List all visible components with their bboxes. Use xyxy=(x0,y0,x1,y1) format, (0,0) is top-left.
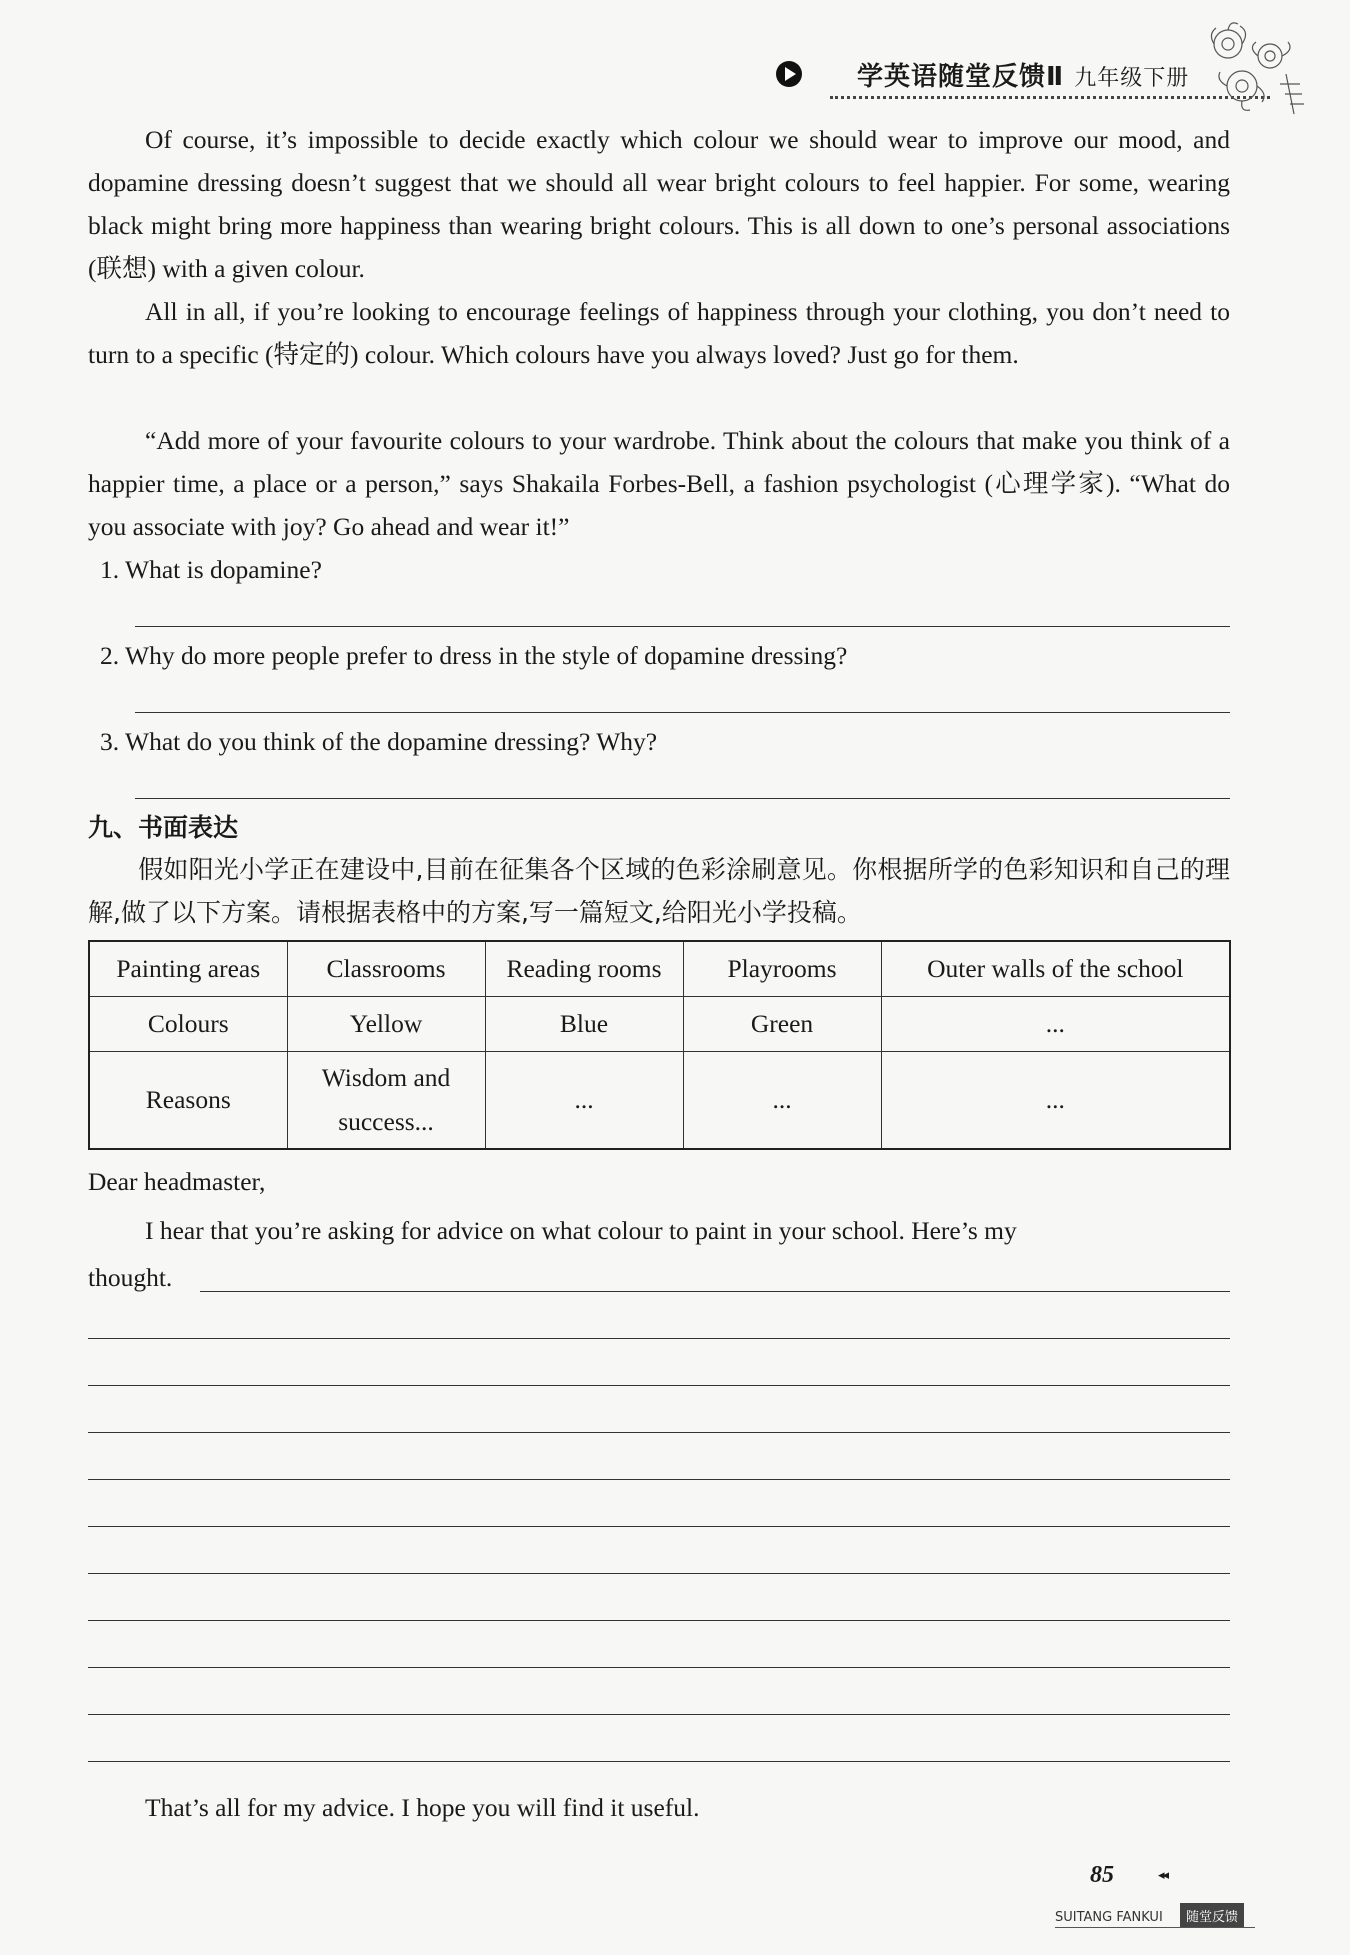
book-grade: 九年级下册 xyxy=(1074,66,1190,91)
writing-line-3[interactable] xyxy=(88,1385,1230,1386)
writing-line-6[interactable] xyxy=(88,1526,1230,1527)
writing-line-5[interactable] xyxy=(88,1479,1230,1480)
cell-colour-reading-rooms: Blue xyxy=(485,997,683,1052)
cell-reason-reading-rooms: ... xyxy=(485,1052,683,1150)
cell-colour-classrooms: Yellow xyxy=(287,997,485,1052)
flower-doodle-icon xyxy=(1190,14,1310,134)
passage-paragraph-1: Of course, it’s impossible to decide exactly which colour we should wear to improve our mood, and dopamine dressing doesn’t suggest that we should all wear bright colours to feel happier. For some, wearing black might bring more happiness than wearing bright colours. This is all down to one’s personal associations (联想) with a given colour. xyxy=(88,125,1230,283)
cell-area-classrooms: Classrooms xyxy=(287,941,485,997)
cell-area-reading-rooms: Reading rooms xyxy=(485,941,683,997)
play-icon xyxy=(775,60,803,88)
question-2: 2. Why do more people prefer to dress in the style of dopamine dressing? xyxy=(100,641,848,670)
table-row-reasons xyxy=(89,1052,1230,1150)
letter-salutation: Dear headmaster, xyxy=(88,1167,266,1196)
letter-opening-line-2: thought. xyxy=(88,1263,173,1292)
section-title: 九、书面表达 xyxy=(88,813,239,842)
cell-colour-outer-walls: ... xyxy=(881,997,1230,1052)
writing-line-11[interactable] xyxy=(88,1761,1230,1762)
answer-line-2[interactable] xyxy=(135,712,1230,713)
writing-line-1[interactable] xyxy=(200,1291,1230,1292)
row-header-colours: Colours xyxy=(89,997,287,1052)
cell-colour-playrooms: Green xyxy=(683,997,881,1052)
cell-area-playrooms: Playrooms xyxy=(683,941,881,997)
page-header xyxy=(775,56,1245,96)
question-1: 1. What is dopamine? xyxy=(100,555,322,584)
cell-area-outer-walls: Outer walls of the school xyxy=(881,941,1230,997)
table-row-colours xyxy=(89,997,1230,1052)
table-row-areas xyxy=(89,941,1230,997)
writing-instruction: 假如阳光小学正在建设中,目前在征集各个区域的色彩涂刷意见。你根据所学的色彩知识和自己的理解,做了以下方案。请根据表格中的方案,写一篇短文,给阳光小学投稿。 xyxy=(88,855,1230,927)
writing-line-2[interactable] xyxy=(88,1338,1230,1339)
footer-brand-badge: 随堂反馈 xyxy=(1180,1903,1244,1928)
writing-line-9[interactable] xyxy=(88,1667,1230,1668)
question-3: 3. What do you think of the dopamine dressing? Why? xyxy=(100,727,658,756)
writing-line-7[interactable] xyxy=(88,1573,1230,1574)
letter-closing: That’s all for my advice. I hope you will find it useful. xyxy=(145,1793,700,1822)
cell-reason-classrooms: Wisdom and success... xyxy=(287,1052,485,1150)
writing-line-10[interactable] xyxy=(88,1714,1230,1715)
answer-line-3[interactable] xyxy=(135,798,1230,799)
letter-opening-line-1: I hear that you’re asking for advice on what colour to paint in your school. Here’s my xyxy=(145,1216,1017,1245)
writing-line-8[interactable] xyxy=(88,1620,1230,1621)
cell-reason-outer-walls: ... xyxy=(881,1052,1230,1150)
row-header-areas: Painting areas xyxy=(89,941,287,997)
cell-reason-playrooms: ... xyxy=(683,1052,881,1150)
book-title: 学英语随堂反馈Ⅱ 九年级下册 xyxy=(857,62,1190,92)
painting-plan-table xyxy=(88,940,1231,1150)
answer-line-1[interactable] xyxy=(135,626,1230,627)
arrows-icon: ◂◂ xyxy=(1158,1868,1168,1883)
footer-brand-en: SUITANG FANKUI xyxy=(1055,1910,1163,1925)
passage-paragraph-3: “Add more of your favourite colours to your wardrobe. Think about the colours that make you think of a happier time, a place or a person,” says Shakaila Forbes-Bell, a fashion psychologist (心理学家). “What do you associate with joy? Go ahead and wear it!” xyxy=(88,426,1230,541)
row-header-reasons: Reasons xyxy=(89,1052,287,1150)
page-number: 85 xyxy=(1090,1862,1114,1888)
writing-line-4[interactable] xyxy=(88,1432,1230,1433)
footer-divider xyxy=(1055,1927,1255,1928)
passage-paragraph-2: All in all, if you’re looking to encourage feelings of happiness through your clothing, you don’t need to turn to a specific (特定的) colour. Which colours have you always loved? Just go for them. xyxy=(88,297,1230,369)
